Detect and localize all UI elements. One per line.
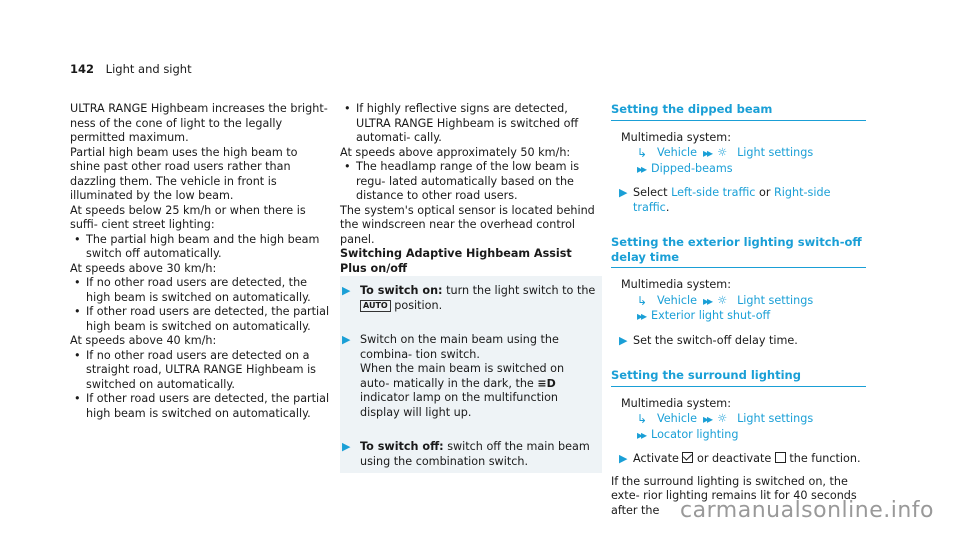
paragraph: Partial high beam uses the high beam to shine past other road users rather than dazzling them. The vehicle in front is illuminated by the low beam. — [70, 145, 298, 202]
step-item: ▶ To switch off: switch off the main beam using the combination switch. — [342, 440, 590, 468]
paragraph: If the surround lighting is switched on, the exte- rior lighting remains lit for 40 seconds after the — [611, 474, 857, 517]
bullet-item: • If no other road users are detected, the high beam is switched on automatically. — [70, 276, 330, 305]
menu-link-light-settings[interactable]: Light settings — [737, 293, 814, 307]
step-arrow-icon: ▶ — [619, 333, 628, 347]
light-settings-icon: ☼ — [717, 146, 728, 159]
bullet-item: • If no other road users are detected on a straight road, ULTRA RANGE Highbeam is switched on automatically. — [70, 349, 330, 393]
double-chevron-icon: ▸▸ — [637, 427, 646, 442]
section-heading: Setting the surround lighting — [611, 368, 866, 387]
section-heading: Setting the exterior lighting switch-off delay time — [611, 235, 866, 268]
step-item: ▶ Switch on the main beam using the combina- tion switch. When the main beam is switched on auto- matically in the dark, the ≡D indicator lamp on the multifunction display will light up. — [342, 333, 565, 419]
checked-checkbox-icon — [682, 452, 693, 463]
menu-path: Multimedia system: ↳ Vehicle ▸▸ ☼ Light settings ▸▸ Exterior light shut-off — [621, 278, 814, 323]
paragraph: The system's optical sensor is located behind the windscreen near the overhead control panel. — [340, 203, 595, 246]
subpath-arrow-icon: ↳ — [637, 293, 648, 308]
main-beam-indicator-icon: ≡D — [537, 376, 556, 390]
column-3 — [611, 102, 866, 538]
subpath-arrow-icon: ↳ — [637, 146, 648, 160]
double-chevron-icon: ▸▸ — [637, 161, 646, 176]
paragraph: At speeds above approximately 50 km/h: — [340, 145, 571, 159]
bullet-item: • If other road users are detected, the partial high beam is switched on automatically. — [70, 392, 330, 421]
section-surround-lighting — [611, 368, 866, 518]
paragraph: At speeds above 30 km/h: — [70, 261, 217, 275]
option-right-side-traffic[interactable]: Right-side traffic — [633, 186, 831, 214]
section-dipped-beam — [611, 102, 866, 215]
menu-link-dipped-beams[interactable]: Dipped-beams — [651, 161, 733, 175]
menu-link-light-settings[interactable]: Light settings — [737, 412, 814, 425]
step-item: ▶ Set the switch-off delay time. — [619, 333, 798, 347]
bullet-item: • If highly reflective signs are detected, ULTRA RANGE Highbeam is switched off automati- cally. — [340, 102, 602, 146]
menu-path: Multimedia system: ↳ Vehicle ▸▸ ☼ Light settings ▸▸ Dipped-beams — [621, 130, 814, 176]
steps-box — [340, 276, 602, 473]
step-arrow-icon: ▶ — [342, 440, 351, 453]
bullet-item: • If other road users are detected, the partial high beam is switched on automatically. — [70, 305, 330, 334]
step-item: ▶ Select Left-side traffic or Right-side traffic. — [619, 186, 831, 214]
watermark: carmanualsonline.info — [680, 498, 934, 523]
light-settings-icon: ☼ — [717, 412, 728, 425]
menu-path: Multimedia system: ↳ Vehicle ▸▸ ☼ Light settings ▸▸ Locator lighting — [621, 396, 814, 442]
column-2 — [340, 102, 602, 473]
menu-link-light-settings[interactable]: Light settings — [737, 146, 814, 159]
menu-link-vehicle[interactable]: Vehicle — [657, 293, 698, 307]
auto-icon: AUTO — [360, 300, 391, 312]
page-header — [70, 62, 192, 77]
menu-link-exterior-light-shut-off[interactable]: Exterior light shut-off — [651, 309, 771, 322]
bullet-item: • The partial high beam and the high beam switch off automatically. — [70, 233, 330, 262]
double-chevron-icon: ▸▸ — [703, 293, 712, 308]
step-arrow-icon: ▶ — [619, 186, 628, 199]
section-exterior-light-delay — [611, 235, 866, 348]
step-item: ▶ To switch on: turn the light switch to the AUTO position. — [342, 284, 596, 312]
paragraph: ULTRA RANGE Highbeam increases the bright- ness of the cone of light to the legally permitted maximum. — [70, 102, 328, 144]
menu-link-locator-lighting[interactable]: Locator lighting — [651, 427, 739, 441]
unchecked-checkbox-icon — [775, 452, 786, 463]
page-number: 142 — [70, 62, 95, 76]
step-arrow-icon: ▶ — [342, 284, 351, 297]
column-1 — [70, 102, 330, 421]
subpath-arrow-icon: ↳ — [637, 412, 648, 426]
section-title: Light and sight — [105, 62, 192, 76]
bullet-item: • The headlamp range of the low beam is regu- lated automatically based on the distance to other road users. — [340, 160, 602, 204]
light-settings-icon: ☼ — [717, 293, 728, 307]
menu-link-vehicle[interactable]: Vehicle — [657, 412, 698, 425]
menu-link-vehicle[interactable]: Vehicle — [657, 146, 698, 159]
subheading: Switching Adaptive Highbeam Assist Plus on/off — [340, 247, 572, 275]
paragraph: At speeds above 40 km/h: — [70, 334, 217, 347]
paragraph: At speeds below 25 km/h or when there is suffi- cient street lighting: — [70, 203, 306, 231]
double-chevron-icon: ▸▸ — [637, 309, 646, 323]
section-heading: Setting the dipped beam — [611, 102, 866, 121]
step-arrow-icon: ▶ — [342, 333, 351, 346]
double-chevron-icon: ▸▸ — [703, 146, 712, 160]
option-left-side-traffic[interactable]: Left-side traffic — [671, 186, 756, 199]
step-arrow-icon: ▶ — [619, 452, 628, 465]
step-item: ▶ Activate or deactivate the function. — [619, 452, 861, 465]
double-chevron-icon: ▸▸ — [703, 412, 712, 426]
